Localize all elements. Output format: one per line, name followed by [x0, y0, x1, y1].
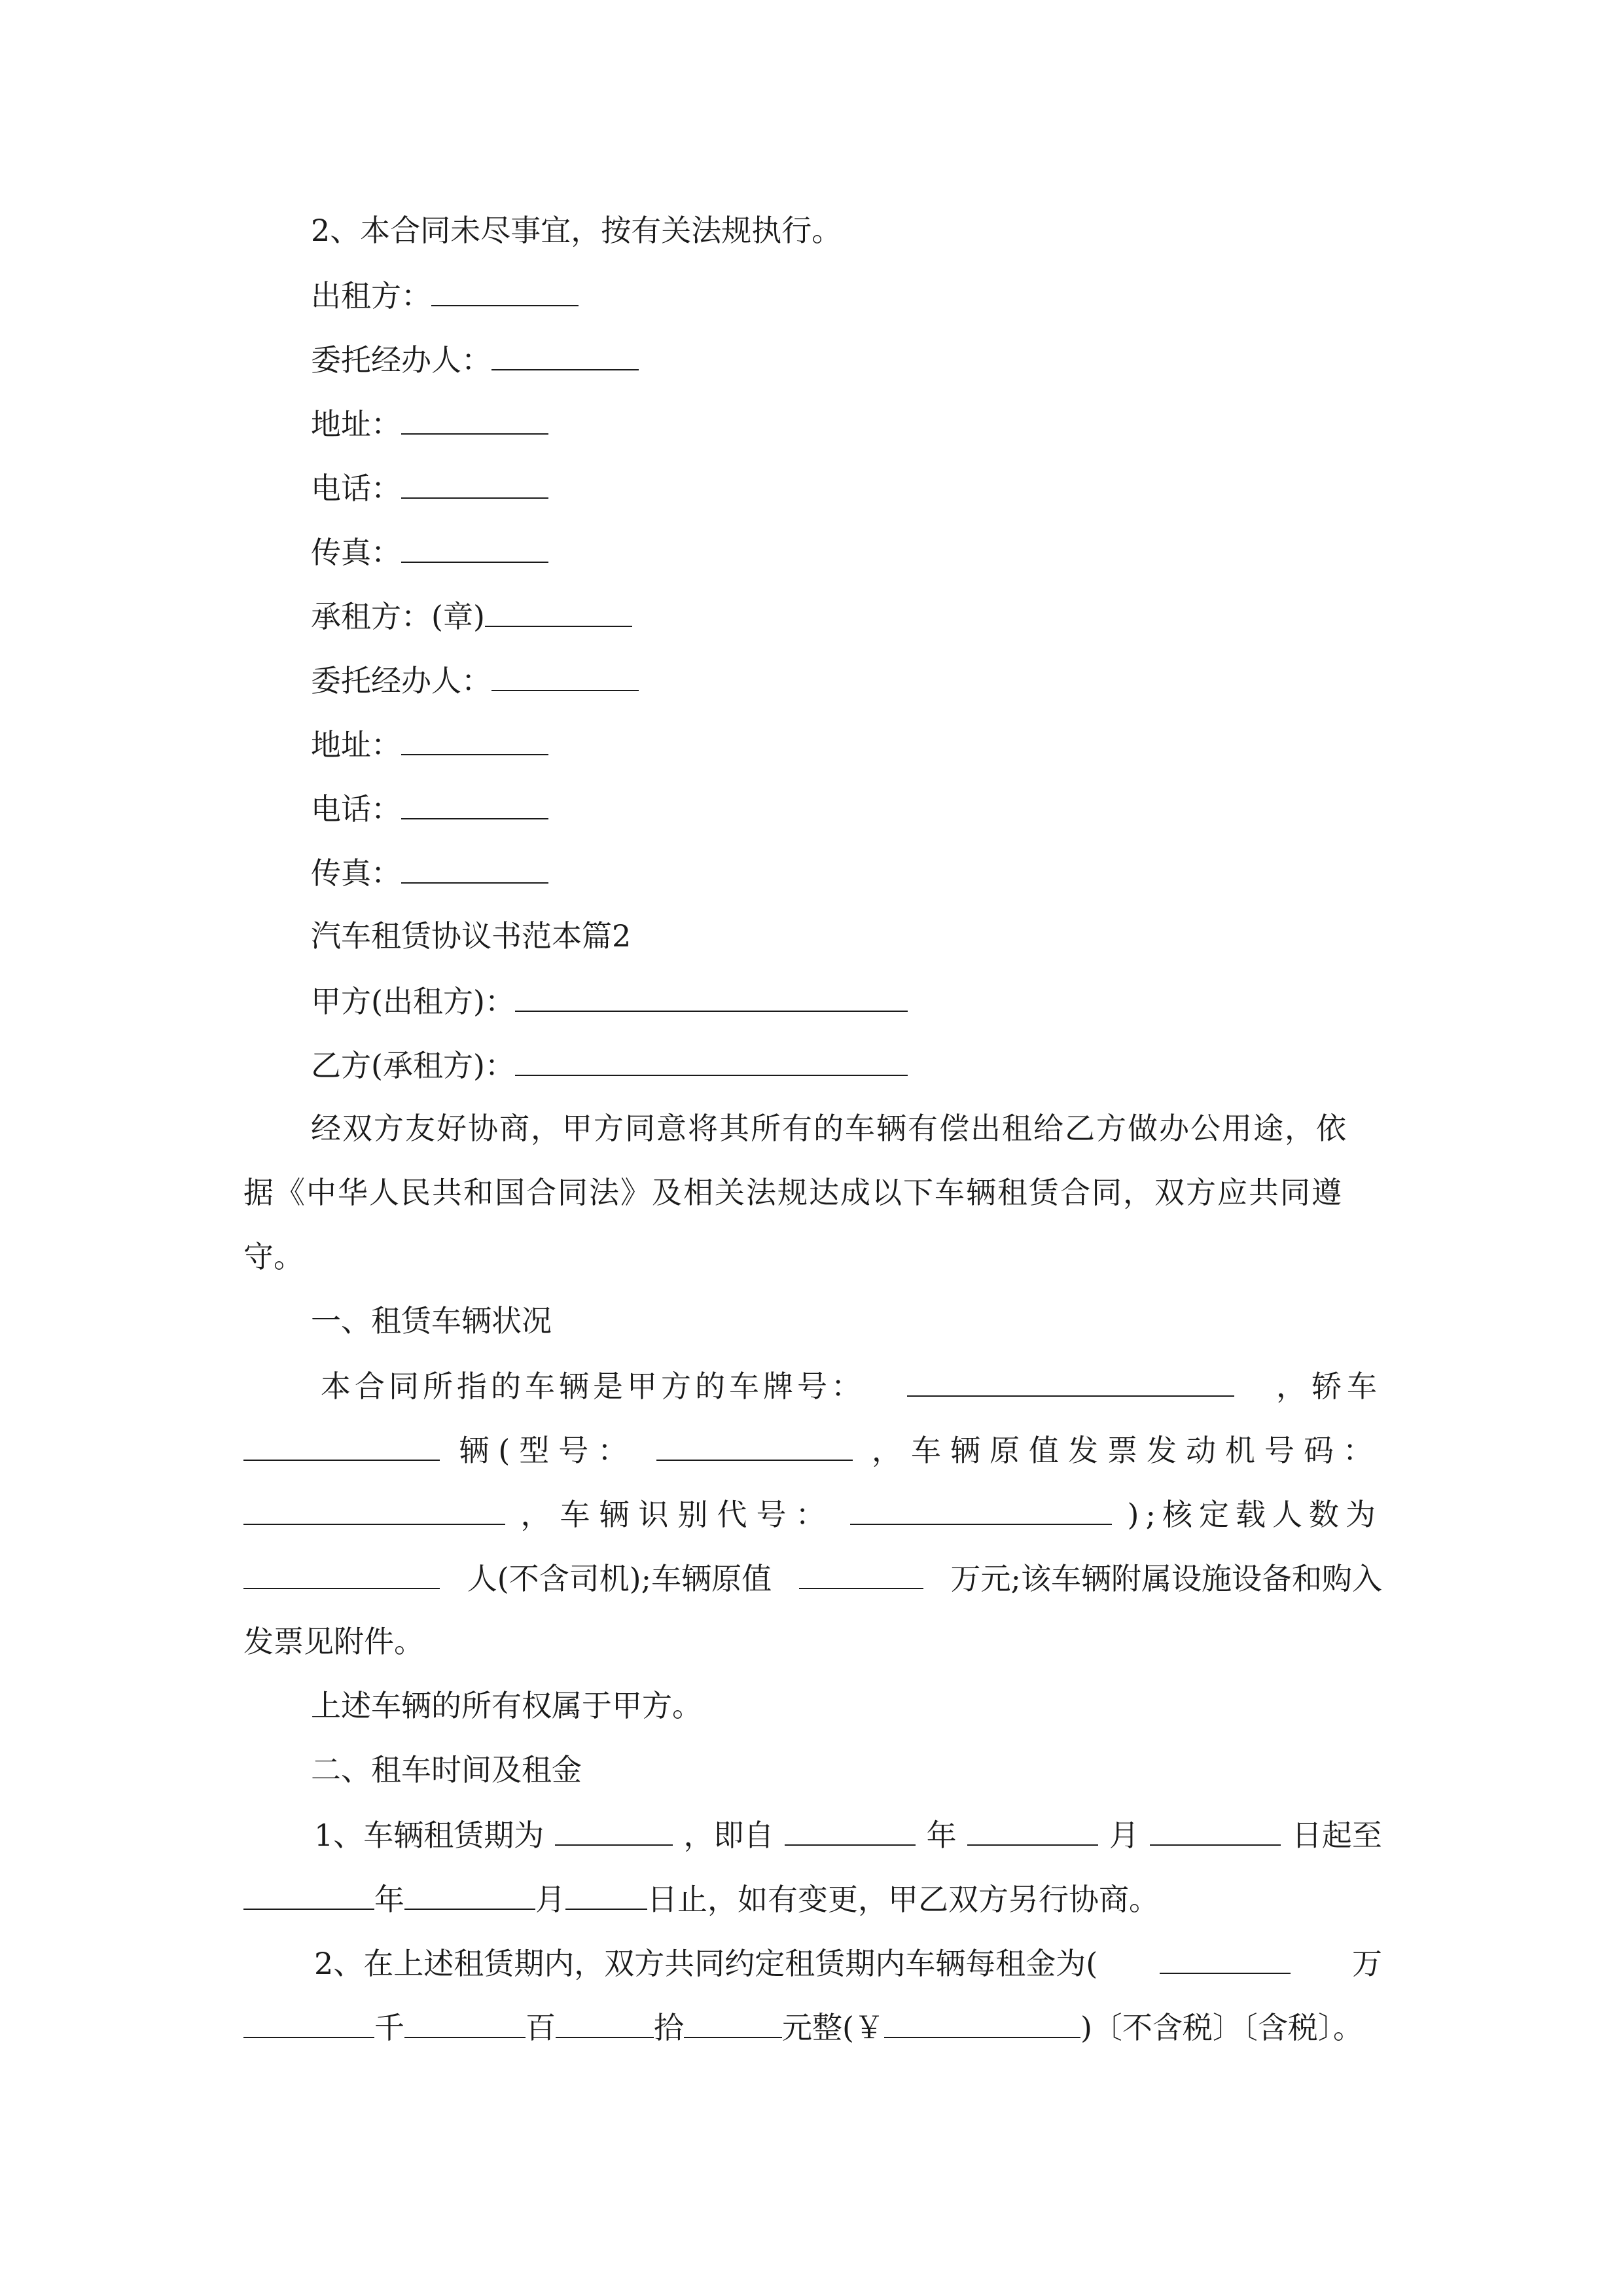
lessee-fax-line: 传真： — [311, 852, 548, 893]
lessor-line: 出租方： — [311, 275, 579, 315]
article-2-title: 汽车租赁协议书范本篇2 — [311, 918, 632, 954]
lessee-agent-blank — [491, 660, 639, 691]
lessor-fax-line: 传真： — [311, 531, 548, 572]
lessor-address-line: 地址： — [311, 403, 548, 444]
vehicle-line-3: ，车辆识别代号： );核定载人数为 — [243, 1494, 1382, 1534]
lessor-phone-line: 电话： — [311, 467, 548, 508]
lessee-address-line: 地址： — [311, 724, 548, 764]
intro-line-1: 经双方友好协商，甲方同意将其所有的车辆有偿出租给乙方做办公用途，依 — [311, 1111, 1347, 1146]
rent-line-1: 2、在上述租赁期内，双方共同约定租赁期内车辆每租金为( 万 — [314, 1943, 1382, 1983]
vehicle-line-4: 人(不含司机);车辆原值 万元;该车辆附属设施设备和购入 — [243, 1558, 1382, 1598]
party-b-blank — [515, 1045, 908, 1076]
term-line-2: 年 月 日止，如有变更，甲乙双方另行协商。 — [243, 1878, 1159, 1919]
rent-line-2: 千 百 拾 元整(￥ )〔不含税〕〔含税〕。 — [243, 2007, 1363, 2047]
end-day-blank — [565, 1878, 647, 1910]
lessor-blank — [431, 275, 579, 306]
rent-yuan-blank — [684, 2007, 782, 2038]
section-1-title: 一、租赁车辆状况 — [311, 1303, 552, 1338]
seat-capacity-blank — [243, 1558, 440, 1589]
lessee-phone-line: 电话： — [311, 788, 548, 829]
vehicle-line-5: 发票见附件。 — [243, 1624, 424, 1659]
start-year-blank — [785, 1814, 916, 1846]
party-a-blank — [515, 980, 908, 1012]
rent-shi-blank — [556, 2007, 654, 2038]
vehicle-line-2: 辆(型号： ，车辆原值发票发动机号码： — [243, 1429, 1382, 1470]
intro-line-2: 据《中华人民共和国合同法》及相关法规达成以下车辆租赁合同，双方应共同遵 — [243, 1175, 1343, 1210]
original-value-blank — [799, 1558, 923, 1589]
lessor-agent-line: 委托经办人： — [311, 339, 639, 380]
car-count-blank — [243, 1429, 440, 1461]
lessee-agent-line: 委托经办人： — [311, 660, 639, 700]
rent-bai-blank — [404, 2007, 526, 2038]
lessee-phone-blank — [401, 788, 548, 819]
lessee-blank — [485, 596, 632, 627]
section-2-title: 二、租车时间及租金 — [311, 1752, 582, 1787]
party-a-line: 甲方(出租方)： — [311, 980, 908, 1021]
start-month-blank — [967, 1814, 1098, 1846]
ownership-line: 上述车辆的所有权属于甲方。 — [311, 1688, 702, 1723]
end-year-blank — [243, 1878, 374, 1910]
term-line-1: 1、车辆租赁期为 ，即自 年 月 日起至 — [314, 1814, 1382, 1855]
lessor-address-blank — [401, 403, 548, 435]
term-length-blank — [555, 1814, 673, 1846]
lessee-line: 承租方：(章) — [311, 596, 632, 636]
lessor-agent-blank — [491, 339, 639, 370]
intro-line-3: 守。 — [243, 1239, 304, 1274]
party-b-line: 乙方(承租方)： — [311, 1045, 908, 1085]
engine-number-blank — [243, 1494, 505, 1525]
rent-amount-blank — [884, 2007, 1080, 2038]
end-month-blank — [404, 1878, 535, 1910]
lessor-phone-blank — [401, 467, 548, 499]
vehicle-line-1: 本合同所指的车辆是甲方的车牌号： ，轿车 — [321, 1365, 1382, 1406]
lessor-fax-blank — [401, 531, 548, 563]
model-blank — [656, 1429, 853, 1461]
clause-2-line: 2、本合同未尽事宜，按有关法规执行。 — [311, 213, 842, 248]
start-day-blank — [1150, 1814, 1281, 1846]
rent-qian-blank — [243, 2007, 374, 2038]
plate-number-blank — [907, 1365, 1234, 1397]
lessee-address-blank — [401, 724, 548, 755]
lessee-fax-blank — [401, 852, 548, 884]
rent-wan-blank — [1160, 1943, 1291, 1974]
vin-blank — [850, 1494, 1112, 1525]
